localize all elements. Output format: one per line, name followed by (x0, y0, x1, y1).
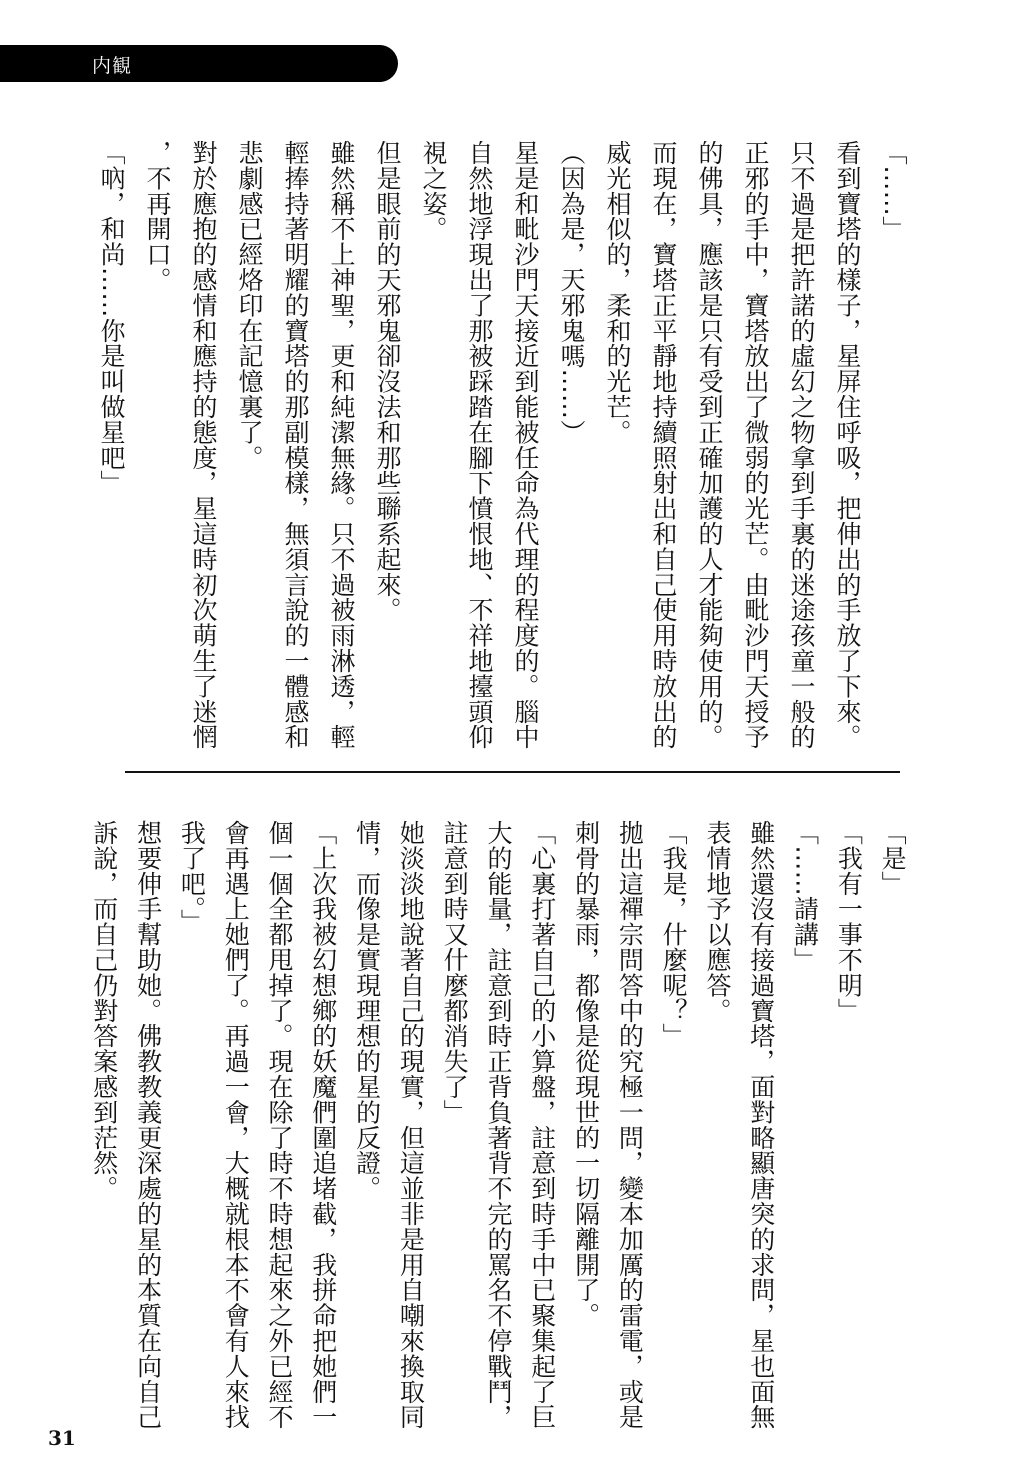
text-column: 「吶，和尚……你是叫做星吧」 (97, 140, 126, 496)
text-column: 雖然稱不上神聖，更和純潔無緣。只不過被雨淋透，輕 (327, 140, 356, 750)
text-column: 表情地予以應答。 (702, 820, 732, 1024)
text-column: 的佛具，應該是只有受到正確加護的人才能夠使用的。 (695, 140, 724, 750)
text-column: 訴說，而自己仍對答案感到茫然。 (89, 820, 119, 1201)
text-column: 我了吧。」 (177, 820, 207, 935)
text-column: 「我是，什麼呢？」 (659, 820, 689, 1049)
text-column: 「……」 (879, 140, 908, 242)
text-column: 輕捧持著明耀的寶塔的那副模樣，無須言說的一體感和 (281, 140, 310, 750)
text-column: 刺骨的暴雨，都像是從現世的一切隔離開了。 (571, 820, 601, 1328)
text-column: 只不過是把許諾的虛幻之物拿到手裏的迷途孩童一般的 (787, 140, 816, 750)
text-column: 大的能量，註意到時正背負著背不完的罵名不停戰鬥， (483, 820, 513, 1430)
chapter-header-bar (0, 45, 398, 82)
text-column: 「我有一事不明」 (834, 820, 864, 1024)
text-column: 威光相似的，柔和的光芒。 (603, 140, 632, 445)
text-column: 拋出這禪宗問答中的究極一問，變本加厲的雷電，或是 (615, 820, 645, 1430)
text-column: 看到寶塔的樣子，星屏住呼吸，把伸出的手放了下來。 (833, 140, 862, 750)
text-column: 正邪的手中，寶塔放出了微弱的光芒。由毗沙門天授予 (741, 140, 770, 750)
section-divider (125, 771, 900, 773)
page-number: 31 (48, 1426, 76, 1450)
text-column: 視之姿。 (419, 140, 448, 242)
text-column: 情，而像是實現理想的星的反證。 (352, 820, 382, 1201)
text-column: 雖然還沒有接過寶塔，面對略顯唐突的求問，星也面無 (746, 820, 776, 1430)
text-column: ，不再開口。 (143, 140, 172, 293)
text-column: 個一個全都甩掉了。現在除了時不時想起來之外已經不 (264, 820, 294, 1430)
text-column: 「……請講」 (790, 820, 820, 973)
text-column: 「心裏打著自己的小算盤，註意到時手中已聚集起了巨 (527, 820, 557, 1430)
text-column: 悲劇感已經烙印在記憶裏了。 (235, 140, 264, 471)
chapter-title: 内観 (92, 55, 133, 77)
text-column: 自然地浮現出了那被踩踏在腳下憤恨地、不祥地擡頭仰 (465, 140, 494, 750)
text-column: 她淡淡地說著自己的現實，但這並非是用自嘲來換取同 (396, 820, 426, 1430)
text-column: 「是」 (878, 820, 908, 897)
text-column: 會再遇上她們了。再過一會，大概就根本不會有人來找 (221, 820, 251, 1430)
upper-text-section (78, 140, 906, 760)
text-column: 但是眼前的天邪鬼卻沒法和那些聯系起來。 (373, 140, 402, 623)
text-column: （因為是，天邪鬼嗎……） (557, 140, 586, 445)
text-column: 星是和毗沙門天接近到能被任命為代理的程度的。腦中 (511, 140, 540, 750)
text-column: 對於應抱的感情和應持的態度，星這時初次萌生了迷惘 (189, 140, 218, 750)
text-column: 「上次我被幻想鄉的妖魔們圍追堵截，我拼命把她們一 (308, 820, 338, 1430)
lower-text-section (73, 820, 908, 1440)
text-column: 而現在，寶塔正平靜地持續照射出和自己使用時放出的 (649, 140, 678, 750)
text-column: 想要伸手幫助她。佛教教義更深處的星的本質在向自己 (133, 820, 163, 1430)
text-column: 註意到時又什麼都消失了」 (440, 820, 470, 1125)
